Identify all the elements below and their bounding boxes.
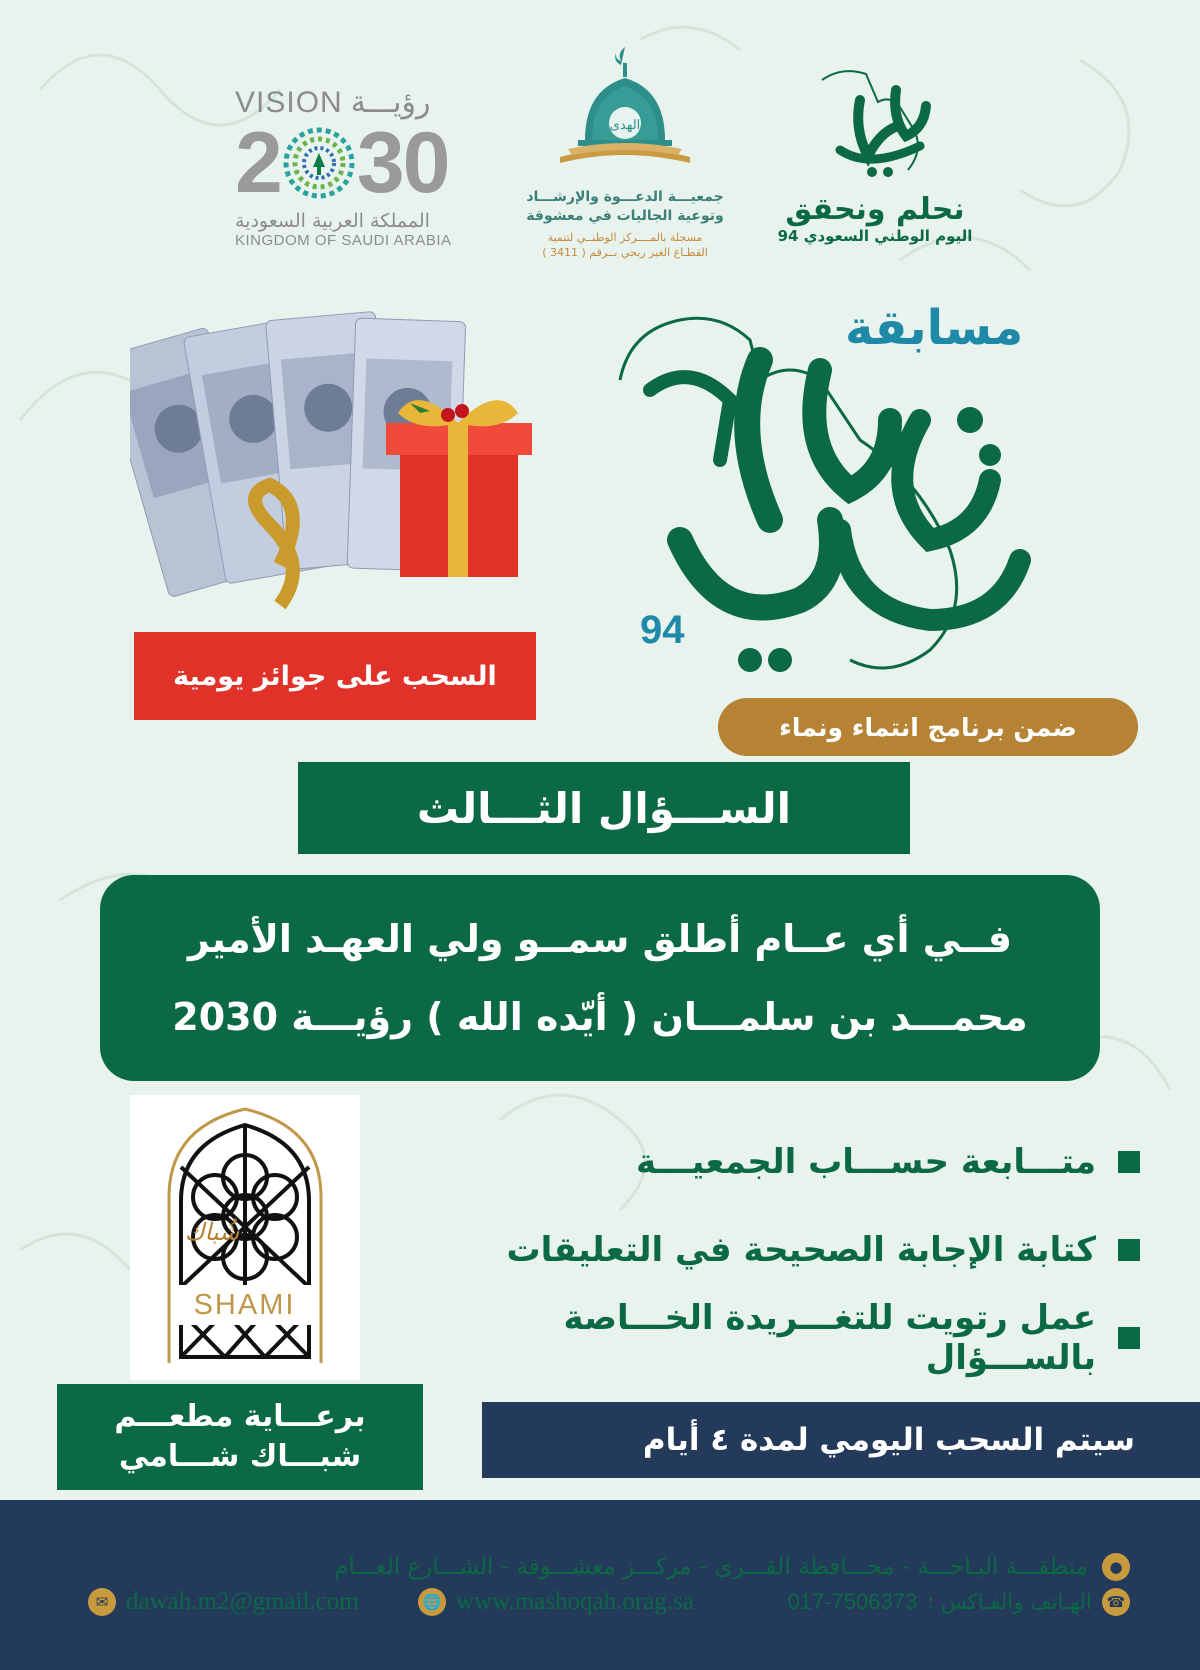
question-line-1: فــي أي عــام أطلق سمــو ولي العهـد الأمير (187, 917, 1013, 961)
question-heading: الســـؤال الثـــالث (298, 762, 910, 854)
bullet-square-icon (1118, 1239, 1140, 1261)
vision-country-en: KINGDOM OF SAUDI ARABIA (235, 232, 452, 249)
association-registration: مسجلة بالمــــركز الوطنــي لتنمية القطـاع الغير ربحي بــرقم ( 3411 ) (542, 231, 708, 259)
sponsor-brand-ar: شُباك (184, 1218, 240, 1246)
footer-address: ● منطقـــة البـاحـــة - محـــافظة القـــرى - مركـــز معشـــوقة - الشـــارع العـــام (334, 1553, 1130, 1581)
footer-website[interactable]: 🌐 www.mashoqah.orag.sa (418, 1588, 694, 1616)
vision-2030-logo (235, 85, 495, 249)
sponsor-brand-en: SHAMI (172, 1285, 317, 1325)
bullet-square-icon (1118, 1151, 1140, 1173)
email-icon: ✉ (88, 1588, 116, 1616)
national-day-title: نحلم ونحقق (785, 192, 965, 227)
program-pill: ضمن برنامج انتماء ونماء (718, 698, 1138, 756)
location-pin-icon: ● (1102, 1553, 1130, 1581)
competition-label: مسابقة (845, 300, 1024, 356)
national-day-logo (770, 60, 980, 245)
association-logo (515, 45, 735, 260)
association-name: جمعيـــة الدعـــوة والإرشـــاد وتوعية الجاليات في معشوقة (526, 189, 724, 224)
phone-fax-icon: ☎ (1102, 1588, 1130, 1616)
vision-emblem-icon (283, 127, 355, 199)
edition-number: 94 (640, 608, 685, 652)
prize-banner: السحب على جوائز يومية (134, 632, 536, 720)
national-day-mark-icon (800, 60, 950, 190)
globe-icon: 🌐 (418, 1588, 446, 1616)
question-box (100, 875, 1100, 1081)
footer-email[interactable]: ✉ dawah.m2@gmail.com (88, 1588, 359, 1616)
step-item: متـــابعة حســـاب الجمعيـــة (400, 1118, 1140, 1206)
svg-text:الهدى: الهدى (609, 118, 641, 133)
vision-country-ar: المملكة العربية السعودية (235, 210, 430, 232)
footer-phone: ☎ الهـاتف والفـاكس : 017-7506373 (788, 1588, 1130, 1616)
mosque-dome-icon (550, 45, 700, 180)
question-line-2: محمـــد بن سلمـــان ( أيّده الله ) رؤيـــة 2030 (172, 995, 1028, 1039)
money-gift-illustration (130, 305, 570, 645)
footer (0, 1500, 1200, 1670)
vision-title: VISION رؤيـــة (235, 85, 431, 120)
step-item: عمل رتويت للتغـــريدة الخـــاصة بالســـؤال (400, 1294, 1140, 1382)
entry-steps (400, 1118, 1140, 1382)
step-item: كتابة الإجابة الصحيحة في التعليقات (400, 1206, 1140, 1294)
national-day-subtitle: اليوم الوطني السعودي 94 (777, 227, 973, 245)
draw-notice-banner: سيتم السحب اليومي لمدة ٤ أيام (482, 1402, 1200, 1478)
sponsor-tag: برعـــاية مطعـــم شبـــاك شـــامي (57, 1384, 423, 1490)
vision-year: 2 30 (235, 115, 449, 211)
bullet-square-icon (1118, 1327, 1140, 1349)
